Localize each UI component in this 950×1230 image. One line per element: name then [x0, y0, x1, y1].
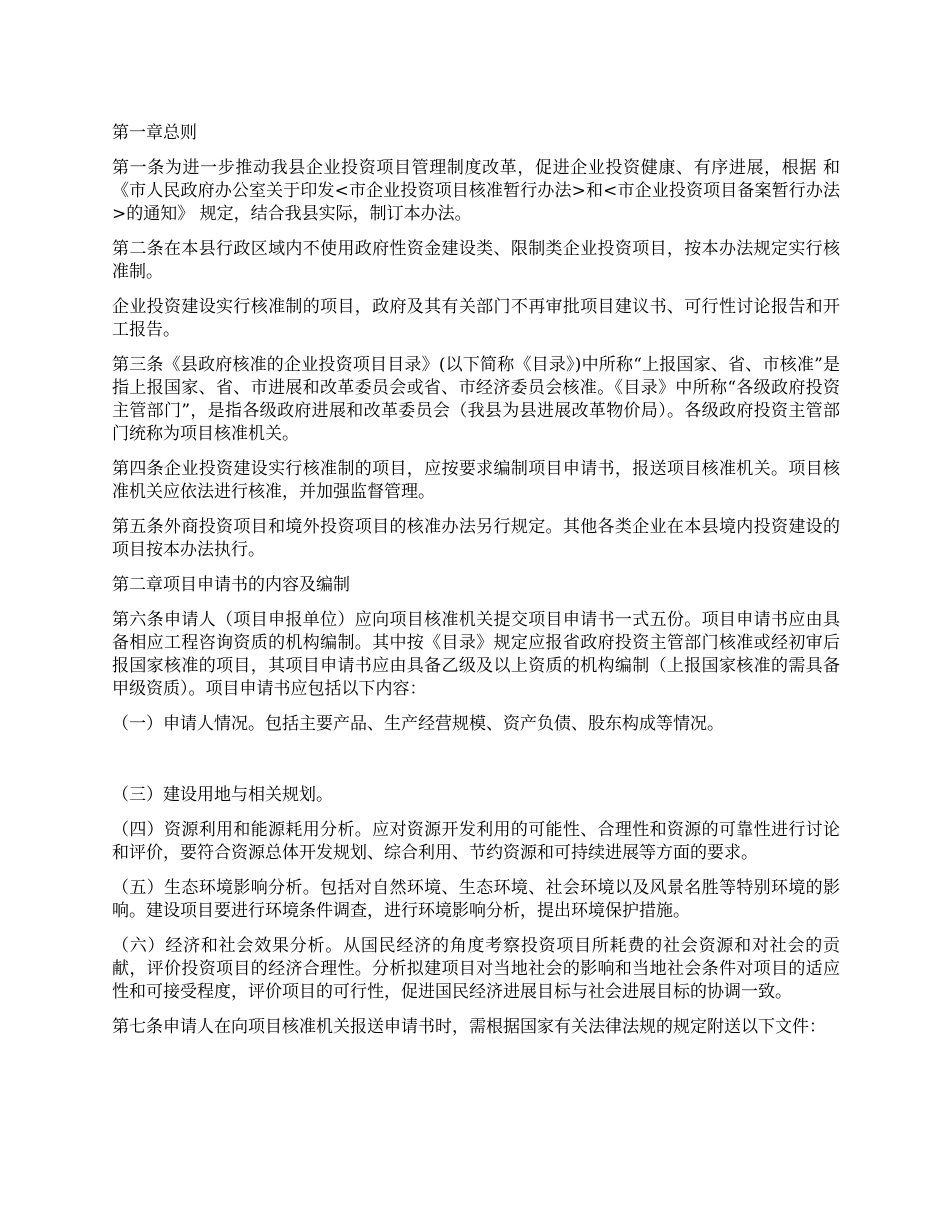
item-4-paragraph: （四）资源利用和能源耗用分析。应对资源开发利用的可能性、合理性和资源的可靠性进行讨论和评价，要符合资源总体开发规划、综合利用、节约资源和可持续进展等方面的要求。 — [112, 820, 840, 863]
item-5-paragraph: （五）生态环境影响分析。包括对自然环境、生态环境、社会环境以及风景名胜等特别环境的影响。建设项目要进行环境条件调查，进行环境影响分析，提出环境保护措施。 — [112, 878, 840, 921]
article-1-paragraph: 第一条为进一步推动我县企业投资项目管理制度改革，促进企业投资健康、有序进展，根据 和《市人民政府办公室关于印发<市企业投资项目核准暂行办法>和<市企业投资项目备案暂行办法>的通知》 规定，结合我县实际，制订本办法。 — [112, 158, 840, 224]
article-2-continuation-paragraph: 企业投资建设实行核准制的项目，政府及其有关部门不再审批项目建议书、可行性讨论报告和开工报告。 — [112, 297, 840, 340]
article-4-paragraph: 第四条企业投资建设实行核准制的项目，应按要求编制项目申请书，报送项目核准机关。项目核准机关应依法进行核准，并加强监督管理。 — [112, 459, 840, 502]
article-5-paragraph: 第五条外商投资项目和境外投资项目的核准办法另行规定。其他各类企业在本县境内投资建设的项目按本办法执行。 — [112, 517, 840, 560]
chapter-2-heading: 第二章项目申请书的内容及编制 — [112, 575, 350, 595]
document-body — [112, 122, 840, 1051]
article-2-paragraph: 第二条在本县行政区域内不使用政府性资金建设类、限制类企业投资项目，按本办法规定实行核准制。 — [112, 239, 840, 282]
article-3-paragraph: 第三条《县政府核准的企业投资项目目录》(以下简称《目录》)中所称“上报国家、省、市核准”是指上报国家、省、市进展和改革委员会或省、市经济委员会核准。《目录》中所称“各级政府投资主管部门”，是指各级政府进展和改革委员会（我县为县进展改革物价局）。各级政府投资主管部门统称为项目核准机关。 — [112, 355, 840, 444]
article-6-paragraph: 第六条申请人（项目申报单位）应向项目核准机关提交项目申请书一式五份。项目申请书应由具备相应工程咨询资质的机构编制。其中按《目录》规定应报省政府投资主管部门核准或经初审后报国家核准的项目，其项目申请书应由具备乙级及以上资质的机构编制（上报国家核准的需具备甲级资质）。项目申请书应包括以下内容： — [112, 610, 840, 699]
article-7-paragraph: 第七条申请人在向项目核准机关报送申请书时，需根据国家有关法律法规的规定附送以下文件： — [112, 1017, 826, 1037]
item-6-paragraph: （六）经济和社会效果分析。从国民经济的角度考察投资项目所耗费的社会资源和对社会的贡献，评价投资项目的经济合理性。分析拟建项目对当地社会的影响和当地社会条件对项目的适应性和可接受程度，评价项目的可行性，促进国民经济进展目标与社会进展目标的协调一致。 — [112, 936, 840, 1002]
item-3-paragraph: （三）建设用地与相关规划。 — [112, 785, 333, 805]
item-1-paragraph: （一）申请人情况。包括主要产品、生产经营规模、资产负债、股东构成等情况。 — [112, 714, 724, 734]
chapter-1-heading: 第一章总则 — [112, 123, 197, 143]
